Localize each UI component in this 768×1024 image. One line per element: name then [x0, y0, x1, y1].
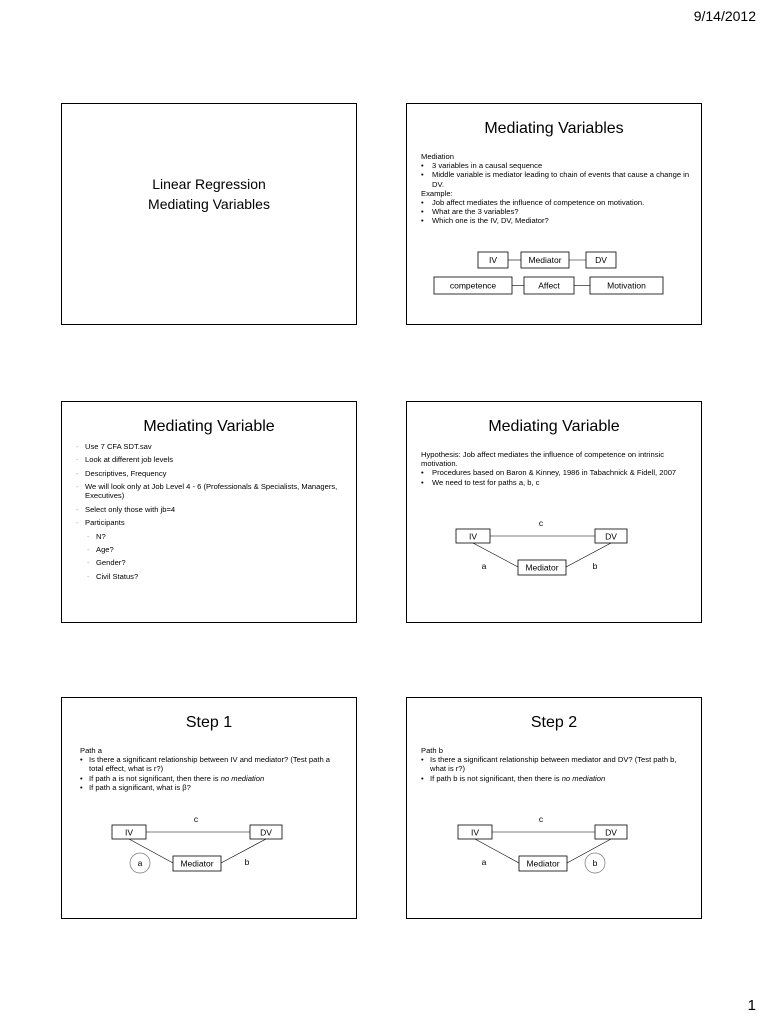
dv-label: DV: [260, 827, 272, 838]
path-b-label: b: [244, 857, 250, 867]
slide-2: [406, 103, 702, 325]
sub-item: - Civil Status?: [76, 572, 352, 581]
sub-item: - N?: [76, 532, 352, 541]
path-b-arrow: [221, 839, 266, 863]
page-date: 9/14/2012: [693, 8, 756, 24]
mediator-label: Mediator: [528, 255, 562, 265]
list-item: • Is there a significant relationship between IV and mediator? (Test path a total effect, what is r?): [80, 755, 346, 773]
path-heading: Path a: [80, 746, 102, 755]
path-b-arrow: [566, 543, 611, 567]
list-item: • What are the 3 variables?: [421, 207, 691, 216]
bullet-text: If path b is not significant, then there is: [430, 773, 562, 783]
path-a-arrow: [129, 839, 173, 863]
slide-title: Mediating Variable: [488, 418, 620, 435]
page-number: 1: [747, 997, 756, 1014]
list-item: • If path a significant, what is β?: [80, 783, 346, 792]
sub-item: - Age?: [76, 545, 352, 554]
list-item: - Participants: [76, 518, 352, 527]
emphasis-text: no mediation: [561, 773, 606, 783]
path-a-label: a: [481, 857, 487, 867]
path-diagram: [407, 698, 703, 920]
list-item: - We will look only at Job Level 4 - 6 (Professionals & Specialists, Managers, Executives): [76, 482, 352, 500]
iv-label: IV: [124, 827, 134, 838]
mediator-label: Mediator: [180, 858, 214, 869]
path-diagram: [62, 698, 358, 920]
path-c-label: c: [193, 814, 199, 824]
path-a-arrow: [473, 543, 518, 567]
path-b-label: b: [592, 858, 598, 868]
list-item: - Select only those with jb=4: [76, 505, 352, 514]
title-line-2: Mediating Variables: [148, 196, 270, 212]
list-item: • Procedures based on Baron & Kinney, 1986 in Tabachnick & Fidell, 2007: [421, 468, 691, 477]
path-c-label: c: [538, 518, 544, 528]
affect-label: Affect: [538, 280, 560, 291]
hypothesis-text: Hypothesis: Job affect mediates the influence of competence on intrinsic motivation.: [421, 450, 664, 469]
mediator-label: Mediator: [525, 562, 559, 573]
list-item: • 3 variables in a causal sequence: [421, 161, 691, 170]
list-item: - Use 7 CFA SDT.sav: [76, 442, 352, 451]
slide-title: [62, 174, 356, 214]
list-item: • We need to test for paths a, b, c: [421, 478, 691, 487]
iv-label: IV: [470, 827, 480, 838]
path-c-label: c: [538, 814, 544, 824]
list-item: • Job affect mediates the influence of competence on motivation.: [421, 198, 691, 207]
slide-title: Step 1: [185, 714, 233, 731]
list-item: • Is there a significant relationship between mediator and DV? (Test path b, what is r?): [421, 755, 691, 773]
path-a-label: a: [481, 561, 487, 571]
path-heading: Path b: [421, 746, 443, 755]
title-line-1: Linear Regression: [152, 176, 266, 192]
dv-label: DV: [605, 531, 617, 542]
emphasis-text: no mediation: [220, 773, 265, 783]
slide-title: Mediating Variable: [143, 418, 275, 435]
slide-4: [406, 401, 702, 623]
example-label: Example:: [421, 188, 453, 198]
list-item: - Descriptives, Frequency: [76, 469, 352, 478]
list-item: - Look at different job levels: [76, 455, 352, 464]
slide-body: [76, 442, 352, 585]
list-item: • Middle variable is mediator leading to chain of events that cause a change in DV.: [421, 170, 691, 188]
slide-title: Step 2: [530, 714, 578, 731]
dv-label: DV: [605, 827, 617, 838]
mediator-label: Mediator: [526, 858, 560, 869]
mediation-heading: Mediation: [421, 152, 454, 161]
bullet-text: If path a is not significant, then there is: [89, 773, 221, 783]
dv-label: DV: [595, 255, 607, 265]
motivation-label: Motivation: [607, 280, 646, 291]
slide-3: [61, 401, 357, 623]
path-diagram: [407, 402, 703, 624]
slide-5: [61, 697, 357, 919]
iv-label: IV: [468, 531, 478, 542]
path-a-label: a: [137, 858, 143, 868]
slide-1: [61, 103, 357, 325]
mediation-diagram: [407, 104, 703, 326]
sub-item: - Gender?: [76, 558, 352, 567]
path-b-label: b: [592, 561, 598, 571]
slide-title: Mediating Variables: [484, 120, 624, 137]
slide-6: [406, 697, 702, 919]
iv-label: IV: [488, 255, 498, 265]
list-item: • Which one is the IV, DV, Mediator?: [421, 216, 691, 225]
competence-label: competence: [449, 280, 497, 291]
